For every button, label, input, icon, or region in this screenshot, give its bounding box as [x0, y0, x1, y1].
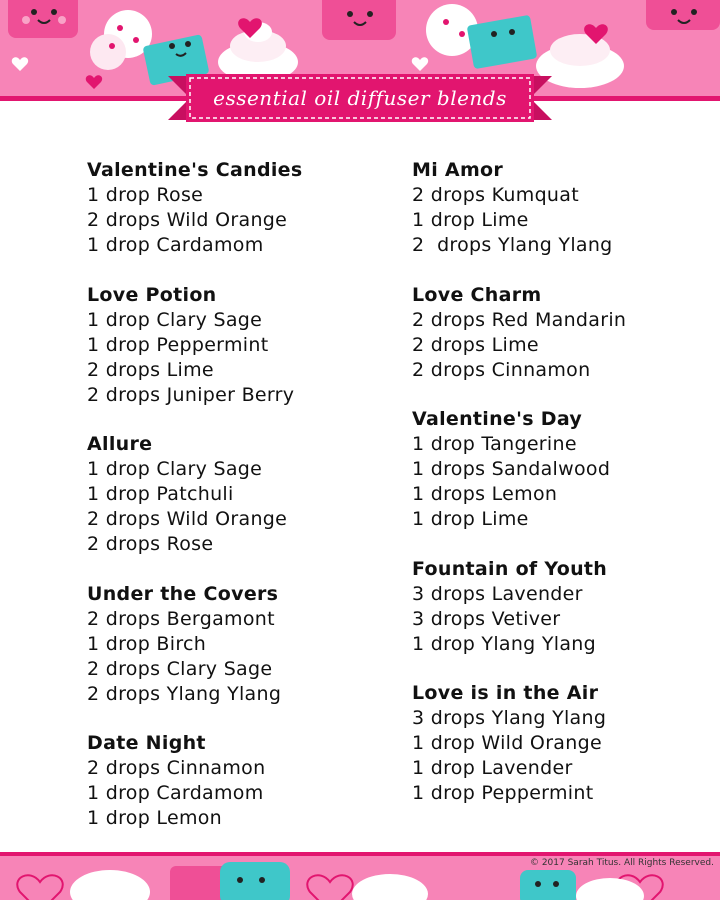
ingredient-line: 2 drops Wild Orange — [87, 209, 288, 231]
blend-fountain-of-youth — [412, 557, 626, 657]
ingredient-line: 2 drops Lime — [412, 333, 539, 356]
ingredient-line: 1 drop Rose — [87, 184, 204, 206]
frosting-illustration — [90, 10, 152, 70]
ingredient-line: 2 drops Wild Orange — [87, 508, 288, 530]
blend-valentines-day — [412, 407, 626, 532]
ingredient-line: 1 drop Peppermint — [87, 333, 269, 356]
ingredient-line: 2 drops Kumquat — [412, 184, 579, 206]
footer-divider — [0, 852, 720, 856]
ingredient-line: 1 drop Cardamom — [87, 782, 264, 804]
blend-valentines-candies — [87, 158, 302, 258]
ingredient-line: 2 drops Cinnamon — [87, 757, 266, 779]
ingredient-line: 2 drops Bergamont — [87, 607, 275, 630]
ingredient-line: 2 drops Red Mandarin — [412, 308, 627, 331]
blend-name: Love Charm — [412, 283, 542, 306]
cupcake-illustration — [322, 0, 396, 40]
ingredient-line: 1 drop Lime — [412, 209, 529, 231]
cupcake-illustration — [467, 15, 538, 69]
ingredient-line: 2 drops Cinnamon — [412, 358, 591, 381]
ingredient-line: 1 drop Lemon — [87, 807, 223, 829]
blend-name: Love is in the Air — [412, 682, 599, 704]
ingredient-line: 1 drop Ylang Ylang — [412, 632, 597, 655]
ingredient-line: 1 drop Wild Orange — [412, 732, 602, 754]
ingredient-line: 1 drop Clary Sage — [87, 458, 263, 480]
blend-mi-amor — [412, 158, 626, 258]
ingredient-line: 1 drop Birch — [87, 632, 207, 655]
blend-date-night — [87, 731, 302, 831]
blend-name: Mi Amor — [412, 159, 504, 181]
ingredient-line: 2 drops Clary Sage — [87, 657, 273, 680]
ingredient-line: 1 drop Peppermint — [412, 782, 594, 804]
blend-name: Love Potion — [87, 283, 217, 306]
blend-name: Under the Covers — [87, 582, 279, 605]
ingredient-line: 1 drop Lime — [412, 508, 529, 530]
ingredient-line: 3 drops Ylang Ylang — [412, 707, 607, 729]
ingredient-line: 2 drops Juniper Berry — [87, 383, 295, 406]
ingredient-line: 2 drops Lime — [87, 358, 214, 381]
ingredient-line: 1 drop Patchuli — [87, 483, 234, 505]
blend-name: Valentine's Candies — [87, 159, 303, 181]
ingredient-line: 1 drop Tangerine — [412, 433, 577, 455]
blend-under-the-covers — [87, 582, 302, 707]
blend-love-is-in-the-air — [412, 681, 626, 806]
cupcake-illustration — [646, 0, 720, 30]
page-title: essential oil diffuser blends — [213, 86, 507, 110]
blend-love-charm — [412, 283, 626, 383]
blend-name: Date Night — [87, 732, 206, 754]
ingredient-line: 1 drop Lavender — [412, 757, 573, 779]
ingredient-line: 1 drop Clary Sage — [87, 308, 263, 331]
ingredient-line: 3 drops Vetiver — [412, 607, 561, 630]
ingredient-line: 3 drops Lavender — [412, 582, 583, 605]
blend-name: Valentine's Day — [412, 408, 583, 430]
ingredient-line: 2 drops Rose — [87, 533, 214, 555]
cupcake-illustration — [8, 0, 78, 38]
ingredient-line: 1 drops Lemon — [412, 483, 558, 505]
ingredient-line: 2 drops Ylang Ylang — [412, 234, 613, 256]
ingredient-line: 2 drops Ylang Ylang — [87, 682, 282, 705]
blend-name: Allure — [87, 433, 153, 455]
title-banner — [168, 72, 552, 124]
blend-column-left — [87, 158, 302, 856]
blend-love-potion — [87, 283, 302, 408]
blend-allure — [87, 432, 302, 557]
copyright-text: © 2017 Sarah Titus. All Rights Reserved. — [529, 858, 714, 868]
blend-name: Fountain of Youth — [412, 557, 608, 580]
ingredient-line: 1 drops Sandalwood — [412, 458, 611, 480]
blend-column-right — [412, 158, 626, 831]
ingredient-line: 1 drop Cardamom — [87, 234, 264, 256]
